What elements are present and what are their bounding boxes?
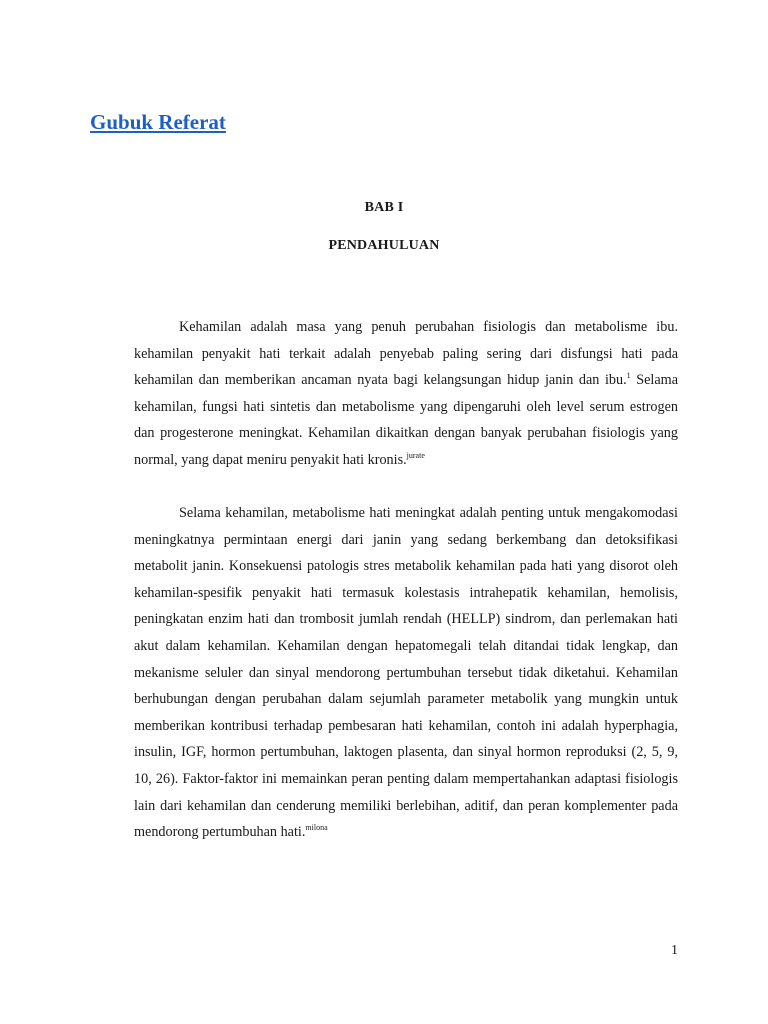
- paragraph-1: [134, 314, 678, 474]
- citation-milona: milona: [305, 823, 328, 833]
- paragraph-2-text: Selama kehamilan, metabolisme hati meningkat adalah penting untuk mengakomodasi meningkatnya permintaan energi dari janin yang sedang berkembang dan detoksifikasi metabolit janin. Konsekuensi patologis stres metabolik kehamilan pada hati yang disorot oleh kehamilan-spesifik penyakit hati termasuk kolestasis intrahepatik kehamilan, hemolisis, peningkatan enzim hati dan trombosit jumlah rendah (HELLP) sindrom, dan perlemakan hati akut dalam kehamilan. Kehamilan dengan hepatomegali telah ditandai tidak lengkap, dan mekanisme seluler dan sinyal mendorong pertumbuhan tersebut tidak diketahui. Kehamilan berhubungan dengan perubahan dalam sejumlah parameter metabolik yang mungkin untuk memberikan kontribusi terhadap pembesaran hati kehamilan, contoh ini adalah hyperphagia, insulin, IGF, hormon pertumbuhan, laktogen plasenta, dan sinyal hormon reproduksi (2, 5, 9, 10, 26). Faktor-faktor ini memainkan peran penting dalam mempertahankan adaptasi fisiologis lain dari kehamilan dan cenderung memiliki berlebihan, aditif, dan peran komplementer pada mendorong pertumbuhan hati.: [134, 505, 678, 841]
- citation-jurate: jurate: [406, 450, 425, 460]
- citation-1: 1: [626, 371, 631, 381]
- chapter-title: PENDAHULUAN: [328, 238, 440, 253]
- paragraph-2: [134, 500, 678, 846]
- page-number: 1: [671, 943, 678, 958]
- chapter-number: BAB I: [364, 200, 404, 215]
- gubuk-referat-link[interactable]: Gubuk Referat: [90, 110, 226, 134]
- paragraph-1-text-a: Kehamilan adalah masa yang penuh perubahan fisiologis dan metabolisme ibu. kehamilan penyakit hati terkait adalah penyebab paling sering dari disfungsi hati pada kehamilan dan memberikan ancaman nyata bagi kelangsungan hidup janin dan ibu.: [134, 319, 678, 389]
- paragraph-1-text-b: Selama kehamilan, fungsi hati sintetis dan metabolisme yang dipengaruhi oleh level serum estrogen dan progesterone meningkat. Kehamilan dikaitkan dengan banyak perubahan fisiologis yang normal, yang dapat meniru penyakit hati kronis.: [134, 372, 678, 468]
